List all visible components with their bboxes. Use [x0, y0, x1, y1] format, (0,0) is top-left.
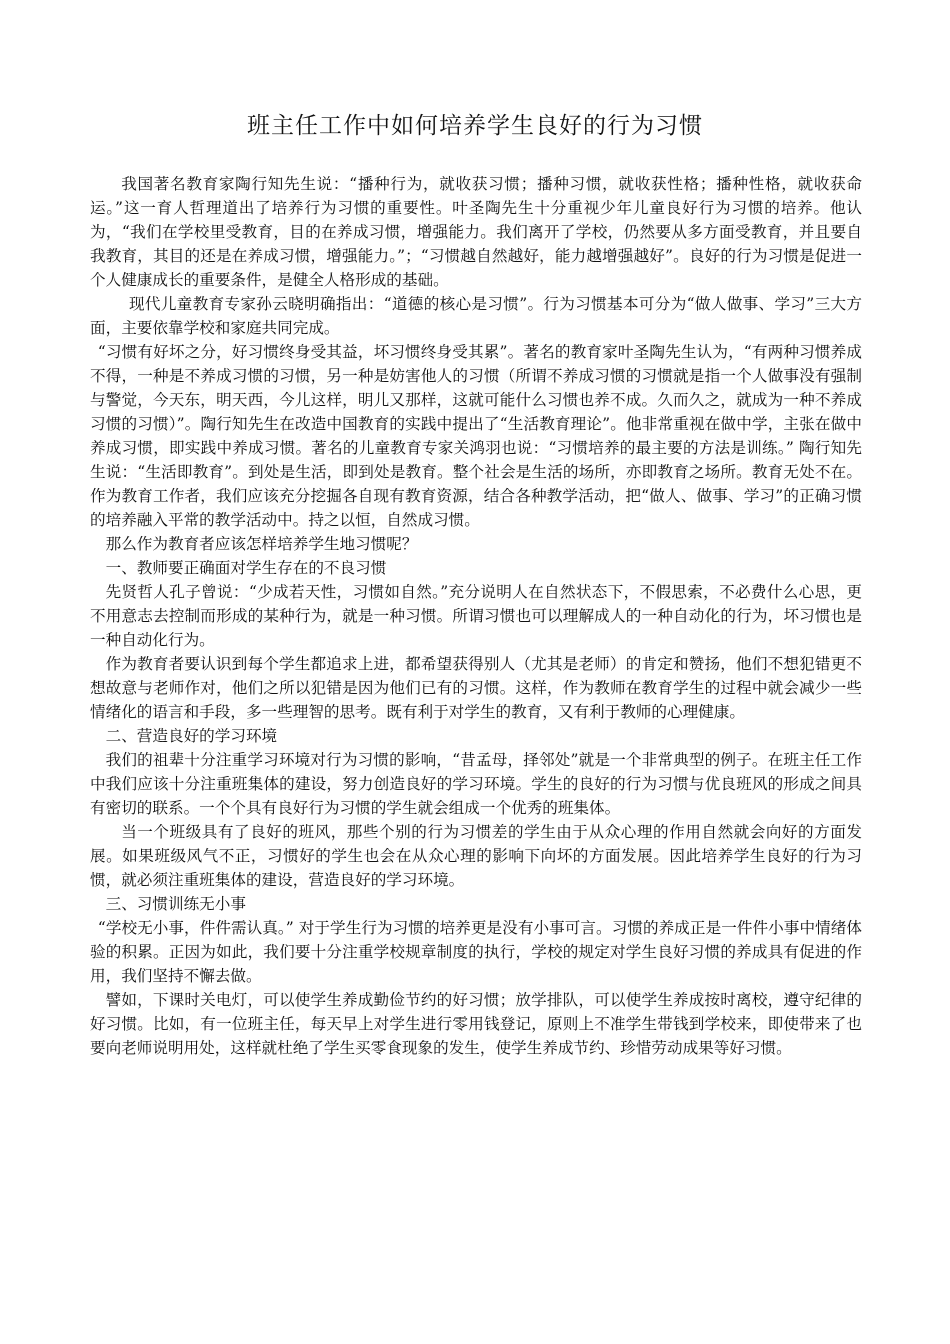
paragraph: 作为教育者要认识到每个学生都追求上进，都希望获得别人（尤其是老师）的肯定和赞扬，他们不想犯错更不想故意与老师作对，他们之所以犯错是因为他们已有的习惯。这样，作为教师在教育学生的过程中就会减少一些情绪化的语言和手段，多一些理智的思考。既有利于对学生的教育，又有利于教师的心理健康。: [90, 655, 862, 721]
paragraph: 譬如，下课时关电灯，可以使学生养成勤俭节约的好习惯；放学排队，可以使学生养成按时离校，遵守纪律的好习惯。比如，有一位班主任，每天早上对学生进行零用钱登记，原则上不准学生带钱到学校来，即使带来了也要向老师说明用处，这样就杜绝了学生买零食现象的发生，使学生养成节约、珍惜劳动成果等好习惯。: [90, 991, 862, 1057]
section-heading: 三、习惯训练无小事: [105, 895, 246, 913]
document-body: [90, 172, 862, 1060]
section-heading: 二、营造良好的学习环境: [105, 727, 278, 745]
paragraph: 先贤哲人孔子曾说：“少成若天性，习惯如自然。”充分说明人在自然状态下，不假思索，不必费什么心思，更不用意志去控制而形成的某种行为，就是一种习惯。所谓习惯也可以理解成人的一种自动化的行为，坏习惯也是一种自动化行为。: [90, 583, 862, 649]
paragraph: 我们的祖辈十分注重学习环境对行为习惯的影响，“昔孟母，择邻处”就是一个非常典型的例子。在班主任工作中我们应该十分注重班集体的建设，努力创造良好的学习环境。学生的良好的行为习惯与优良班风的形成之间具有密切的联系。一个个具有良好行为习惯的学生就会组成一个优秀的班集体。: [90, 751, 862, 817]
paragraph: 当一个班级具有了良好的班风，那些个别的行为习惯差的学生由于从众心理的作用自然就会向好的方面发展。如果班级风气不正，习惯好的学生也会在从众心理的影响下向坏的方面发展。因此培养学生良好的行为习惯，就必须注重班集体的建设，营造良好的学习环境。: [90, 823, 862, 889]
paragraph: 现代儿童教育专家孙云晓明确指出：“道德的核心是习惯”。行为习惯基本可分为“做人做事、学习”三大方面，主要依靠学校和家庭共同完成。: [90, 295, 862, 337]
paragraph: “习惯有好坏之分，好习惯终身受其益，坏习惯终身受其累”。著名的教育家叶圣陶先生认为，“有两种习惯养成不得，一种是不养成习惯的习惯，另一种是妨害他人的习惯（所谓不养成习惯的习惯就是指一个人做事没有强制与警觉，今天东，明天西，今儿这样，明儿又那样，这就可能什么习惯也养不成。久而久之，就成为一种不养成习惯的习惯）”。陶行知先生在改造中国教育的实践中提出了“生活教育理论”。他非常重视在做中学，主张在做中养成习惯，即实践中养成习惯。著名的儿童教育专家关鸿羽也说：“习惯培养的最主要的方法是训练。” 陶行知先生说：“生活即教育”。到处是生活，即到处是教育。整个社会是生活的场所，亦即教育之场所。教育无处不在。作为教育工作者，我们应该充分挖掘各自现有教育资源，结合各种教学活动，把“做人、做事、学习”的正确习惯的培养融入平常的教学活动中。持之以恒，自然成习惯。: [90, 343, 862, 529]
document-title: 班主任工作中如何培养学生良好的行为习惯: [247, 113, 703, 139]
section-heading: 一、教师要正确面对学生存在的不良习惯: [105, 559, 387, 577]
paragraph: “学校无小事，件件需认真。” 对于学生行为习惯的培养更是没有小事可言。习惯的养成正是一件件小事中情绪体验的积累。正因为如此，我们要十分注重学校规章制度的执行，学校的规定对学生良好习惯的养成具有促进的作用，我们坚持不懈去做。: [90, 919, 862, 985]
paragraph: 那么作为教育者应该怎样培养学生地习惯呢？: [105, 535, 418, 553]
paragraph: 我国著名教育家陶行知先生说：“播种行为，就收获习惯；播种习惯，就收获性格；播种性格，就收获命运。”这一育人哲理道出了培养行为习惯的重要性。叶圣陶先生十分重视少年儿童良好行为习惯的培养。他认为，“我们在学校里受教育，目的在养成习惯，增强能力。我们离开了学校，仍然要从多方面受教育，并且要自我教育，其目的还是在养成习惯，增强能力。”；“习惯越自然越好，能力越增强越好”。良好的行为习惯是促进一个人健康成长的重要条件，是健全人格形成的基础。: [90, 175, 862, 289]
